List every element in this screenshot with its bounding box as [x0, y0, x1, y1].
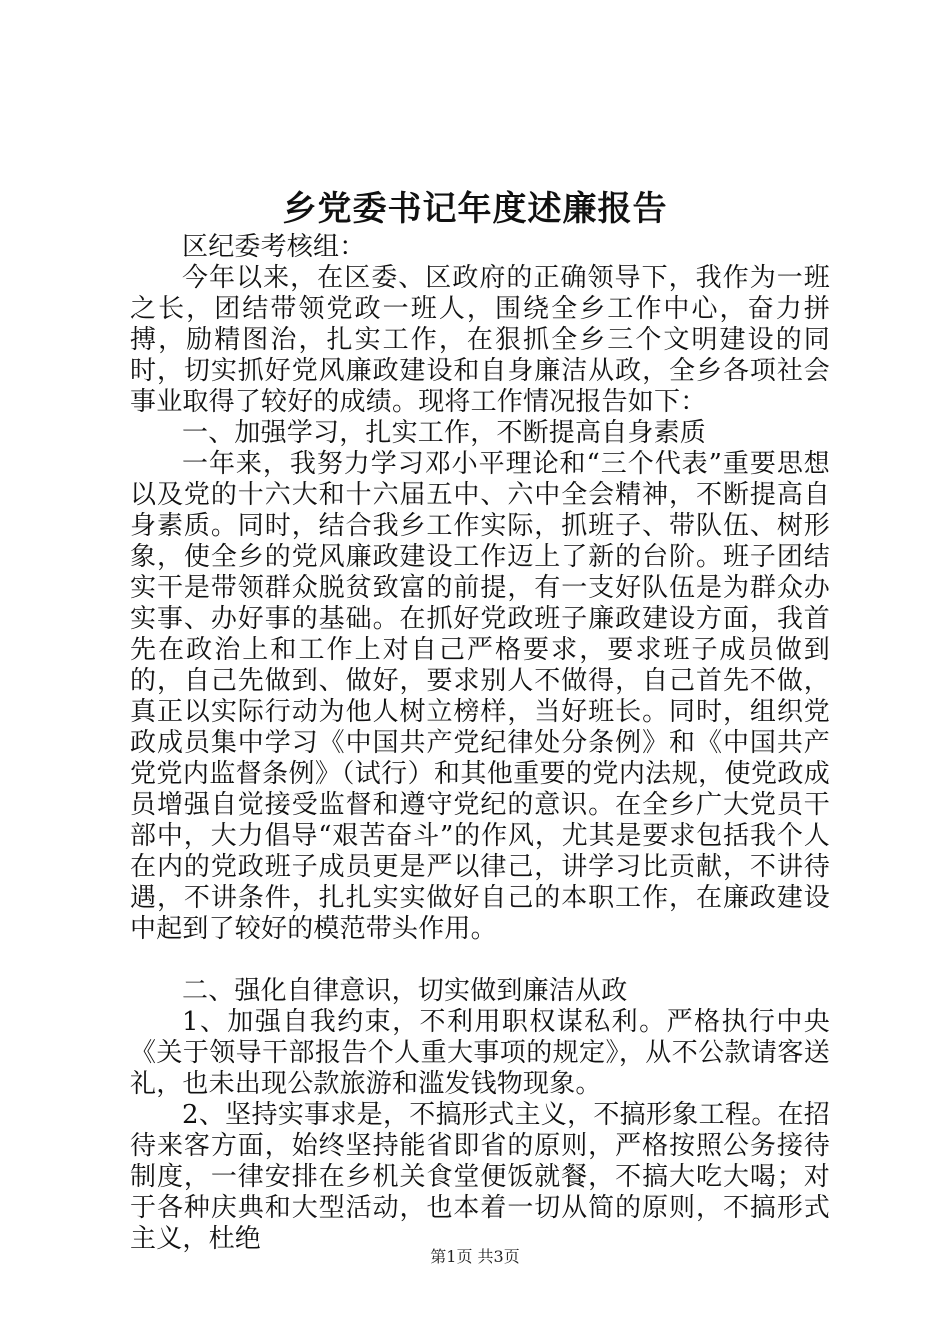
page-footer: 第1页 共3页	[430, 1247, 520, 1266]
section-2-item-1: 1、加强自我约束，不利用职权谋私利。严格执行中央《关于领导干部报告个人重大事项的规定》，从不公款请客送礼，也未出现公款旅游和滥发钱物现象。	[130, 1007, 830, 1099]
section-1-paragraph: 一年来，我努力学习邓小平理论和“三个代表”重要思想以及党的十六大和十六届五中、六中全会精神，不断提高自身素质。同时，结合我乡工作实际，抓班子、带队伍、树形象，使全乡的党风廉政建设工作迈上了新的台阶。班子团结实干是带领群众脱贫致富的前提，有一支好队伍是为群众办实事、办好事的基础。在抓好党政班子廉政建设方面，我首先在政治上和工作上对自己严格要求，要求班子成员做到的，自己先做到、做好，要求别人不做得，自己首先不做，真正以实际行动为他人树立榜样，当好班长。同时，组织党政成员集中学习《中国共产党纪律处分条例》和《中国共产党党内监督条例》（试行）和其他重要的党内法规，使党政成员增强自觉接受监督和遵守党纪的意识。在全乡广大党员干部中，大力倡导“艰苦奋斗”的作风，尤其是要求包括我个人在内的党政班子成员更是严以律己，讲学习比贡献，不讲待遇，不讲条件，扎扎实实做好自己的本职工作，在廉政建设中起到了较好的模范带头作用。	[130, 449, 830, 944]
document-body	[130, 232, 830, 1255]
section-heading-1: 一、加强学习，扎实工作，不断提高自身素质	[182, 418, 707, 448]
document-title: 乡党委书记年度述廉报告	[282, 189, 668, 229]
section-2-item-2: 2、坚持实事求是，不搞形式主义，不搞形象工程。在招待来客方面，始终坚持能省即省的原则，严格按照公务接待制度，一律安排在乡机关食堂便饭就餐，不搞大吃大喝；对于各种庆典和大型活动，也本着一切从简的原则，不搞形式主义，杜绝	[130, 1100, 830, 1254]
intro-paragraph: 今年以来，在区委、区政府的正确领导下，我作为一班之长，团结带领党政一班人，围绕全乡工作中心，奋力拼搏，励精图治，扎实工作，在狠抓全乡三个文明建设的同时，切实抓好党风廉政建设和自身廉洁从政，全乡各项社会事业取得了较好的成绩。现将工作情况报告如下：	[130, 263, 830, 417]
section-heading-2: 二、强化自律意识，切实做到廉洁从政	[182, 976, 628, 1006]
salutation: 区纪委考核组：	[182, 232, 366, 262]
